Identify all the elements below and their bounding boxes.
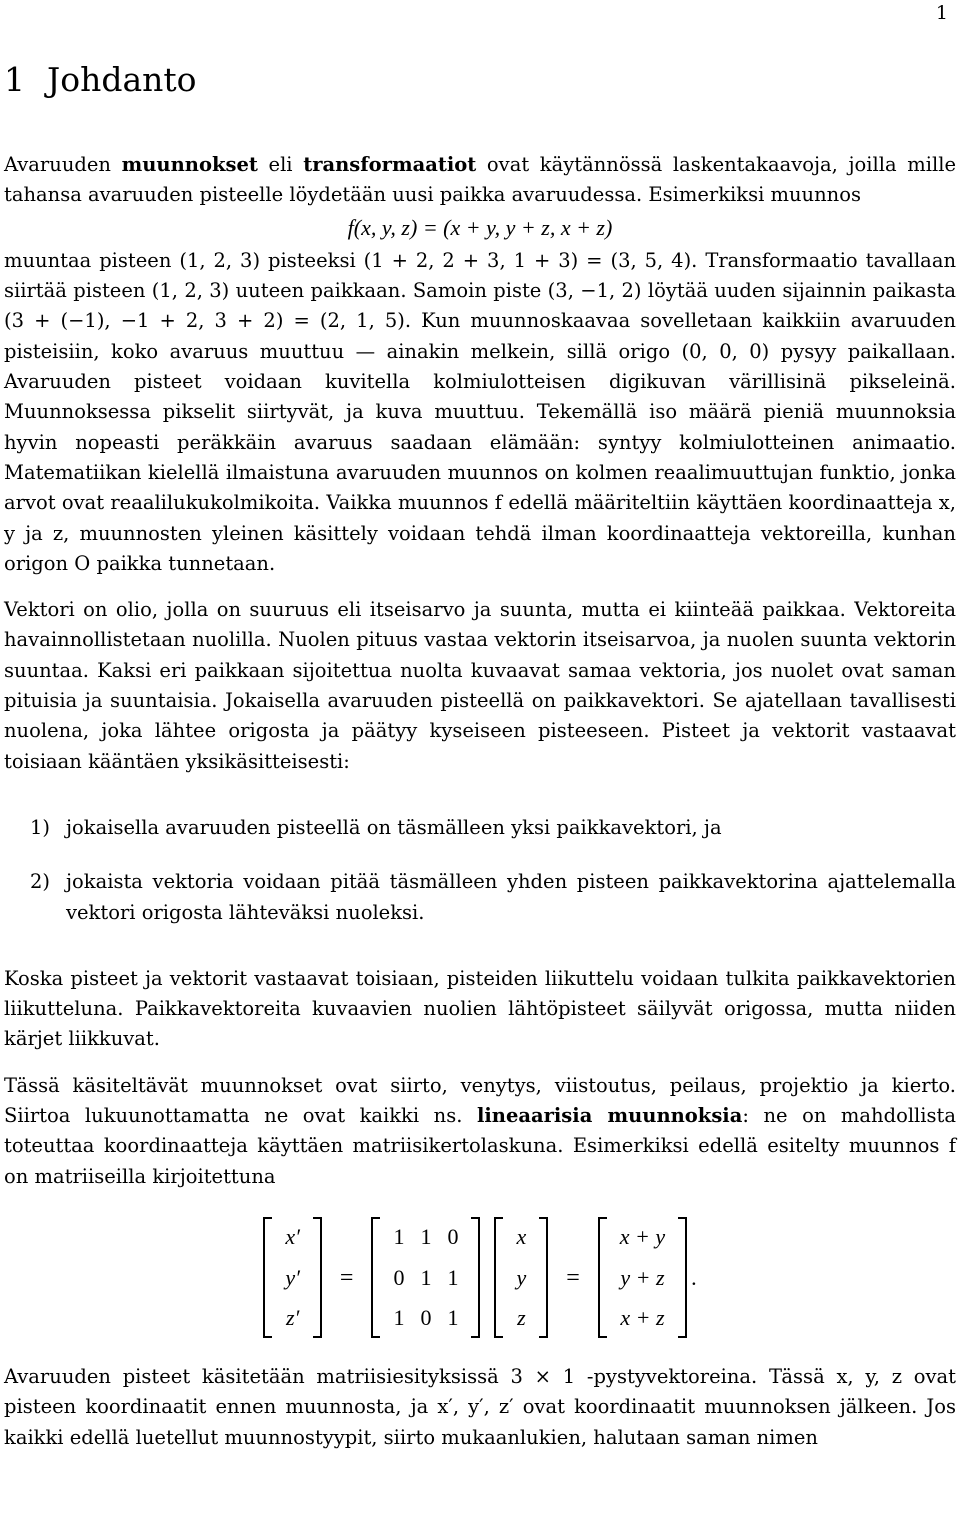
matrix-cell: y′ [285,1264,300,1290]
list-item-number: 2) [30,870,51,894]
paragraph-moving: Koska pisteet ja vektorit vastaavat toisiaan, pisteiden liikuttelu voidaan tulkita paikkavektorien liikutteluna. Paikkavektoreita kuvaavien nuolien lähtöpisteet säilyvät origossa, mutta niiden kärjet liikkuvat. [4,966,956,1051]
paragraph-transform: muuntaa pisteen (1, 2, 3) pisteeksi (1 + 2, 2 + 3, 1 + 3) = (3, 5, 4). Transformaatio tavallaan siirtää pisteen (1, 2, 3) uuteen paikkaan. Samoin piste (3, −1, 2) löytää uuden sijainnin paikasta (3 + (−1), −1 + 2, 3 + 2) = (2, 1, 5). Kun muunnoskaavaa sovelletaan kaikkiin avaruuden pisteisiin, koko avaruus muuttuu — ainakin melkein, sillä origo (0, 0, 0) pysyy paikallaan. Avaruuden pisteet voidaan kuvitella kolmiulotteisen digikuvan värillisinä pikseleinä. Muunnoksessa pikselit siirtyvät, ja kuva muuttuu. Tekemällä iso määrä pieniä muunnoksia hyvin nopeasti peräkkäin avaruus saadaan elämään: syntyy kolmiulotteinen animaatio. Matematiikan kielellä ilmaistuna avaruuden muunnos on kolmen reaalimuuttujan funktio, jonka arvot ovat reaalilukukolmikoita. Vaikka muunnos f edellä määriteltiin käyttäen koordinaatteja x, y ja z, muunnosten yleinen käsittely voidaan tehdä ilman koordinaatteja vektoreilla, kunhan origon O paikka tunnetaan. [4,248,956,575]
matrix-equation [4,1214,956,1342]
matrix-cell: 1 [420,1224,432,1250]
matrix-cell: 0 [393,1264,405,1290]
numbered-list [4,813,956,928]
matrix-cell: 1 [447,1264,459,1290]
text-run: Tässä käsiteltävät muunnokset ovat siirto, venytys, viistoutus, peilaus, projektio ja kierto. Siirtoa lukuunottamatta ne ovat kaikki ns. [4,1073,956,1128]
input-vector [494,1217,548,1338]
list-item [4,867,956,928]
body-text [4,150,956,1453]
lhs-vector [263,1217,322,1338]
matrix-cell: 0 [447,1224,459,1250]
matrix-cell: x + z [620,1305,665,1331]
text-run: : ne on mahdollista toteuttaa koordinaatteja käyttäen matriisikertolaskuna. Esimerkiksi edellä esitelty muunnos f on matriiseilla kirjoitettuna [4,1104,957,1188]
matrix-cell: 1 [420,1264,432,1290]
list-item-text: jokaisella avaruuden pisteellä on täsmälleen yksi paikkavektori, ja [66,815,722,839]
matrix-cell: x + y [619,1224,666,1250]
term-lineaarisia-muunnoksia: lineaarisia muunnoksia [476,1104,743,1128]
text-run: eli [257,153,304,176]
paragraph-linear [4,1071,956,1192]
paragraph-column-vectors: Avaruuden pisteet käsitetään matriisiesityksissä 3 × 1 -pystyvektoreina. Tässä x, y, z ovat pisteen koordinaatit ennen muunnosta, ja x′, y′, z′ ovat koordinaatit muunnoksen jälkeen. Jos kaikki edellä luetellut muunnostyypit, siirto mukaanlukien, halutaan saman nimen [4,1364,956,1449]
list-item-number: 1) [30,815,51,839]
paragraph-vectors: Vektori on olio, jolla on suuruus eli itseisarvo ja suunta, mutta ei kiinteää paikkaa. Vektoreita havainnollistetaan nuolilla. Nuolen pituus vastaa vektorin itseisarvoa, ja nuolen suunta vektorin suuntaa. Kaksi eri paikkaan sijoitettua nuolta kuvaavat samaa vektoria, jos nuolet ovat saman pituisia ja suuntaisia. Jokaisella avaruuden pisteellä on paikkavektori. Se ajatellaan tavallisesti nuolena, joka lähtee origosta ja päätyy kyseiseen pisteeseen. Pisteet ja vektorit vastaavat toisiaan kääntäen yksikäsitteisesti: [4,598,956,773]
result-vector [598,1217,687,1338]
page-number: 1 [935,2,948,24]
matrix-cell: x [516,1224,527,1250]
display-equation: f(x, y, z) = (x + y, y + z, x + z) [347,214,613,240]
paragraph-intro [4,150,956,211]
matrix-cell: z′ [285,1305,300,1331]
term-transformaatiot: transformaatiot [303,153,477,176]
text-run: ovat käytännössä laskentakaavoja, joilla mille tahansa avaruuden pisteelle löydetään uusi paikka avaruudessa. Esimerkiksi muunnos [4,153,956,207]
matrix-cell: 1 [393,1305,405,1331]
text-run: Avaruuden [4,153,122,176]
matrix-cell: 1 [393,1224,405,1250]
matrix-cell: 0 [420,1305,432,1331]
matrix-cell: y [516,1264,527,1290]
equation-period: . [691,1264,697,1290]
section-number: 1 [4,60,25,99]
matrix-cell: z [517,1305,526,1331]
equals-sign: = [339,1264,354,1291]
list-item [4,813,956,843]
term-muunnokset: muunnokset [121,153,258,176]
equals-sign: = [566,1264,580,1291]
section-title: Johdanto [47,60,197,99]
matrix-cell: y + z [620,1264,665,1290]
list-item-text: jokaista vektoria voidaan pitää täsmälleen yhden pisteen paikkavektorina ajattelemalla vektori origosta lähteväksi nuoleksi. [66,870,956,924]
matrix-cell: x′ [285,1224,300,1250]
transform-matrix [371,1217,480,1338]
section-heading [4,60,197,99]
matrix-cell: 1 [447,1305,459,1331]
